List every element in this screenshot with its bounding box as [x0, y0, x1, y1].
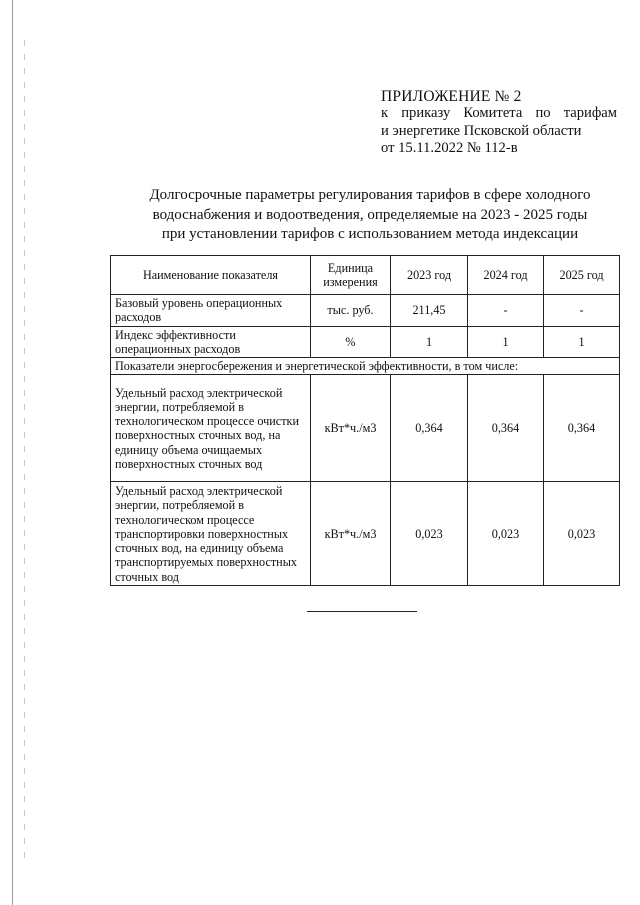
header-year-2024: 2024 год: [468, 256, 544, 295]
row-name: Базовый уровень операционных расходов: [111, 295, 311, 327]
row-unit: кВт*ч./м3: [311, 482, 391, 586]
row-name: Удельный расход электрической энергии, потребляемой в технологическом процессе транспортировки поверхностных сточных вод, на единицу объема транспортируемых поверхностных сточных вод: [111, 482, 311, 586]
table-row: [111, 295, 620, 327]
row-value-2025: 0,023: [544, 482, 620, 586]
row-value-2024: 0,023: [468, 482, 544, 586]
header-indicator-name: Наименование показателя: [111, 256, 311, 295]
section-row: [111, 358, 620, 375]
table-row: [111, 482, 620, 586]
document-title: [120, 186, 620, 245]
row-unit: %: [311, 326, 391, 358]
row-value-2023: 211,45: [391, 295, 468, 327]
appendix-line-1: к приказу Комитета по тарифам: [381, 105, 617, 122]
row-unit: кВт*ч./м3: [311, 375, 391, 482]
row-value-2025: 1: [544, 326, 620, 358]
parameters-table: [110, 255, 620, 586]
header-year-2023: 2023 год: [391, 256, 468, 295]
title-line-2: водоснабжения и водоотведения, определяемые на 2023 - 2025 годы: [152, 206, 588, 223]
row-value-2023: 0,023: [391, 482, 468, 586]
row-name: Индекс эффективности операционных расходов: [111, 326, 311, 358]
row-value-2025: -: [544, 295, 620, 327]
row-value-2024: -: [468, 295, 544, 327]
table-header-row: [111, 256, 620, 295]
appendix-heading: ПРИЛОЖЕНИЕ № 2: [381, 88, 522, 105]
header-year-2025: 2025 год: [544, 256, 620, 295]
row-value-2023: 1: [391, 326, 468, 358]
scan-left-edge: [12, 0, 13, 905]
appendix-line-2: и энергетике Псковской области: [381, 122, 582, 139]
title-line-3: при установлении тарифов с использованием метода индексации: [161, 226, 579, 242]
row-value-2024: 1: [468, 326, 544, 358]
title-line-1: Долгосрочные параметры регулирования тарифов в сфере холодного: [149, 187, 591, 203]
row-value-2025: 0,364: [544, 375, 620, 482]
appendix-block: [381, 88, 617, 158]
row-value-2023: 0,364: [391, 375, 468, 482]
section-label: Показатели энергосбережения и энергетической эффективности, в том числе:: [111, 358, 620, 375]
header-unit: Единица измерения: [311, 256, 391, 295]
row-value-2024: 0,364: [468, 375, 544, 482]
appendix-line-3: от 15.11.2022 № 112-в: [381, 140, 518, 157]
scan-margin-mark: [24, 40, 25, 860]
table-row: [111, 326, 620, 358]
row-name: Удельный расход электрической энергии, потребляемой в технологическом процессе очистки поверхностных сточных вод, на единицу объема очищаемых поверхностных сточных вод: [111, 375, 311, 482]
closing-divider-line: [307, 611, 417, 612]
table-row: [111, 375, 620, 482]
row-unit: тыс. руб.: [311, 295, 391, 327]
